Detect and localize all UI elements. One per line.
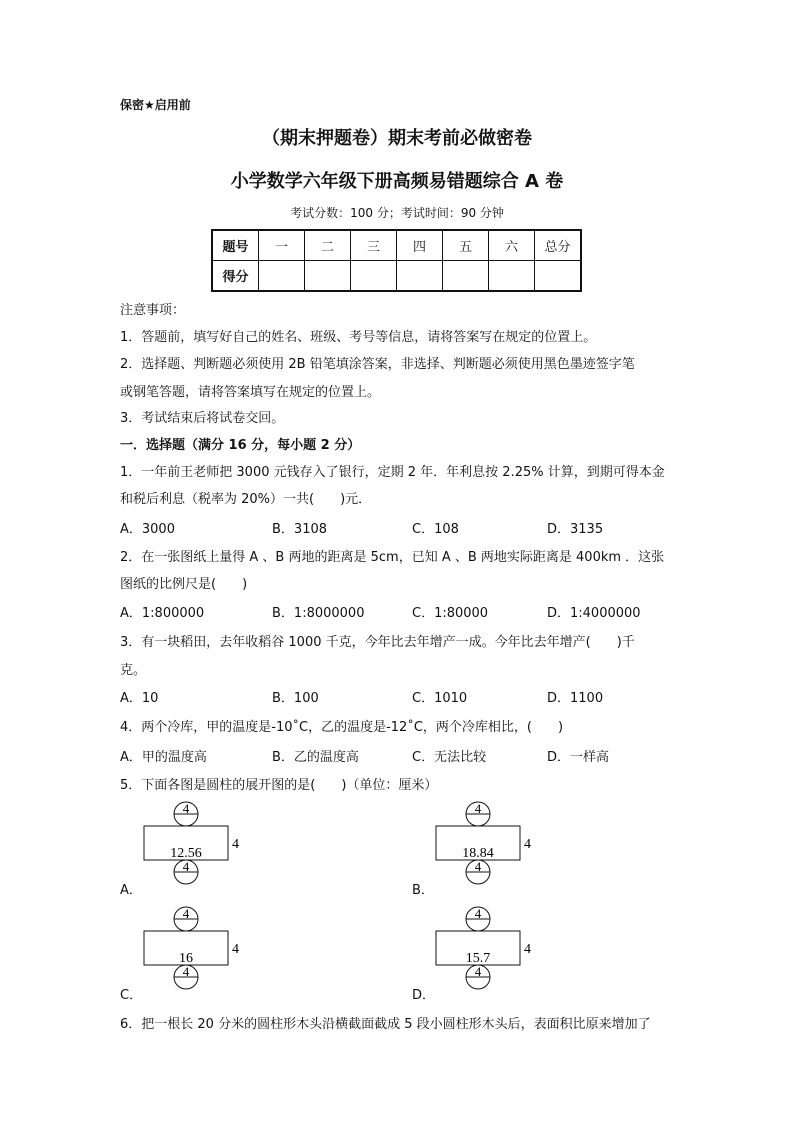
rectangle-length-label: 15.7 <box>465 951 491 966</box>
q3-option-c[interactable]: C．1010 <box>412 691 468 706</box>
question-5-line1: 5．下面各图是圆柱的展开图的是( )（单位：厘米） <box>120 778 438 793</box>
q5-option-b[interactable]: B． <box>412 883 434 898</box>
score-table-cell: 二 <box>305 230 351 261</box>
note-2-line1: 2．选择题、判断题必须使用 2B 铅笔填涂答案，非选择、判断题必须使用黑色墨迹签字笔 <box>120 357 635 372</box>
question-1-line1: 1．一年前王老师把 3000 元钱存入了银行，定期 2 年．年利息按 2.25% 计算，到期可得本金 <box>120 465 665 480</box>
q5-option-c[interactable]: C． <box>120 988 143 1003</box>
rectangle-width-label: 4 <box>232 942 239 957</box>
score-table-cell: 五 <box>443 230 489 261</box>
score-table-cell: 六 <box>489 230 535 261</box>
rectangle-width-label: 4 <box>232 837 239 852</box>
top-circle-label: 4 <box>182 906 190 921</box>
score-input-cell[interactable] <box>305 261 351 292</box>
score-input-cell[interactable] <box>397 261 443 292</box>
confidential-mark: 保密★启用前 <box>120 98 191 112</box>
exam-title-line2: 小学数学六年级下册高频易错题综合 A 卷 <box>230 171 564 192</box>
q1-option-b[interactable]: B．3108 <box>272 522 328 537</box>
score-table-cell: 一 <box>259 230 305 261</box>
q4-option-d[interactable]: D．一样高 <box>547 750 610 765</box>
exam-info: 考试分数：100 分；考试时间：90 分钟 <box>290 206 504 220</box>
question-3-line1: 3．有一块稻田，去年收稻谷 1000 千克，今年比去年增产一成。今年比去年增产( )千 <box>120 635 635 650</box>
q5-option-d[interactable]: D． <box>412 988 436 1003</box>
rectangle-width-label: 4 <box>524 837 531 852</box>
question-2-line2: 图纸的比例尺是( ) <box>120 577 248 592</box>
score-input-cell[interactable] <box>489 261 535 292</box>
top-circle-label: 4 <box>182 801 190 816</box>
question-2-line1: 2．在一张图纸上量得 A 、B 两地的距离是 5cm，已知 A 、B 两地实际距离是 400km ．这张 <box>120 550 665 565</box>
cylinder-net-figure-a <box>140 802 240 884</box>
q3-option-a[interactable]: A．10 <box>120 691 159 706</box>
rectangle-length-label: 12.56 <box>170 846 202 861</box>
question-4-line1: 4．两个冷库，甲的温度是-10˚C，乙的温度是-12˚C，两个冷库相比，( ) <box>120 720 564 735</box>
bottom-circle-label: 4 <box>474 859 482 874</box>
score-input-cell[interactable] <box>351 261 397 292</box>
q1-option-c[interactable]: C．108 <box>412 522 459 537</box>
q4-option-a[interactable]: A．甲的温度高 <box>120 750 207 765</box>
cylinder-net-figure-b <box>432 802 532 884</box>
score-table-cell: 题号 <box>212 230 259 261</box>
top-circle-label: 4 <box>474 801 482 816</box>
question-1-line2: 和税后利息（税率为 20%）一共( )元． <box>120 492 372 507</box>
bottom-circle-label: 4 <box>182 964 190 979</box>
q4-option-c[interactable]: C．无法比较 <box>412 750 487 765</box>
score-input-cell[interactable] <box>259 261 305 292</box>
score-table-cell: 得分 <box>212 261 259 292</box>
q4-option-b[interactable]: B．乙的温度高 <box>272 750 359 765</box>
question-6-line1: 6．把一根长 20 分米的圆柱形木头沿横截面截成 5 段小圆柱形木头后，表面积比原来增加了 <box>120 1017 651 1032</box>
score-table-cell: 三 <box>351 230 397 261</box>
bottom-circle-label: 4 <box>182 859 190 874</box>
score-table-header-row <box>212 230 581 261</box>
score-table <box>211 229 582 292</box>
rectangle-length-label: 18.84 <box>462 846 494 861</box>
question-3-line2: 克。 <box>120 663 147 678</box>
section-title: 一．选择题（满分 16 分，每小题 2 分） <box>120 438 361 453</box>
q5-option-a[interactable]: A． <box>120 883 142 898</box>
q1-option-d[interactable]: D．3135 <box>547 522 604 537</box>
note-3: 3．考试结束后将试卷交回。 <box>120 411 285 426</box>
score-input-cell[interactable] <box>443 261 489 292</box>
q2-option-c[interactable]: C．1:80000 <box>412 606 489 621</box>
q2-option-b[interactable]: B．1:8000000 <box>272 606 365 621</box>
top-circle-label: 4 <box>474 906 482 921</box>
rectangle-width-label: 4 <box>524 942 531 957</box>
note-2-line2: 或钢笔答题，请将答案填写在规定的位置上。 <box>120 385 381 400</box>
q3-option-d[interactable]: D．1100 <box>547 691 604 706</box>
score-table-cell: 总分 <box>535 230 582 261</box>
cylinder-net-figure-d <box>432 907 532 989</box>
score-table-cell: 四 <box>397 230 443 261</box>
q2-option-a[interactable]: A．1:800000 <box>120 606 205 621</box>
q2-option-d[interactable]: D．1:4000000 <box>547 606 641 621</box>
cylinder-net-figure-c <box>140 907 240 989</box>
bottom-circle-label: 4 <box>474 964 482 979</box>
q1-option-a[interactable]: A．3000 <box>120 522 175 537</box>
notes-title: 注意事项： <box>120 303 186 318</box>
exam-title-line1: （期末押题卷）期末考前必做密卷 <box>262 128 532 149</box>
note-1: 1．答题前，填写好自己的姓名、班级、考号等信息，请将答案写在规定的位置上。 <box>120 330 597 345</box>
rectangle-length-label: 16 <box>179 951 193 966</box>
q3-option-b[interactable]: B．100 <box>272 691 319 706</box>
score-input-cell[interactable] <box>535 261 582 292</box>
score-table-score-row <box>212 261 581 292</box>
